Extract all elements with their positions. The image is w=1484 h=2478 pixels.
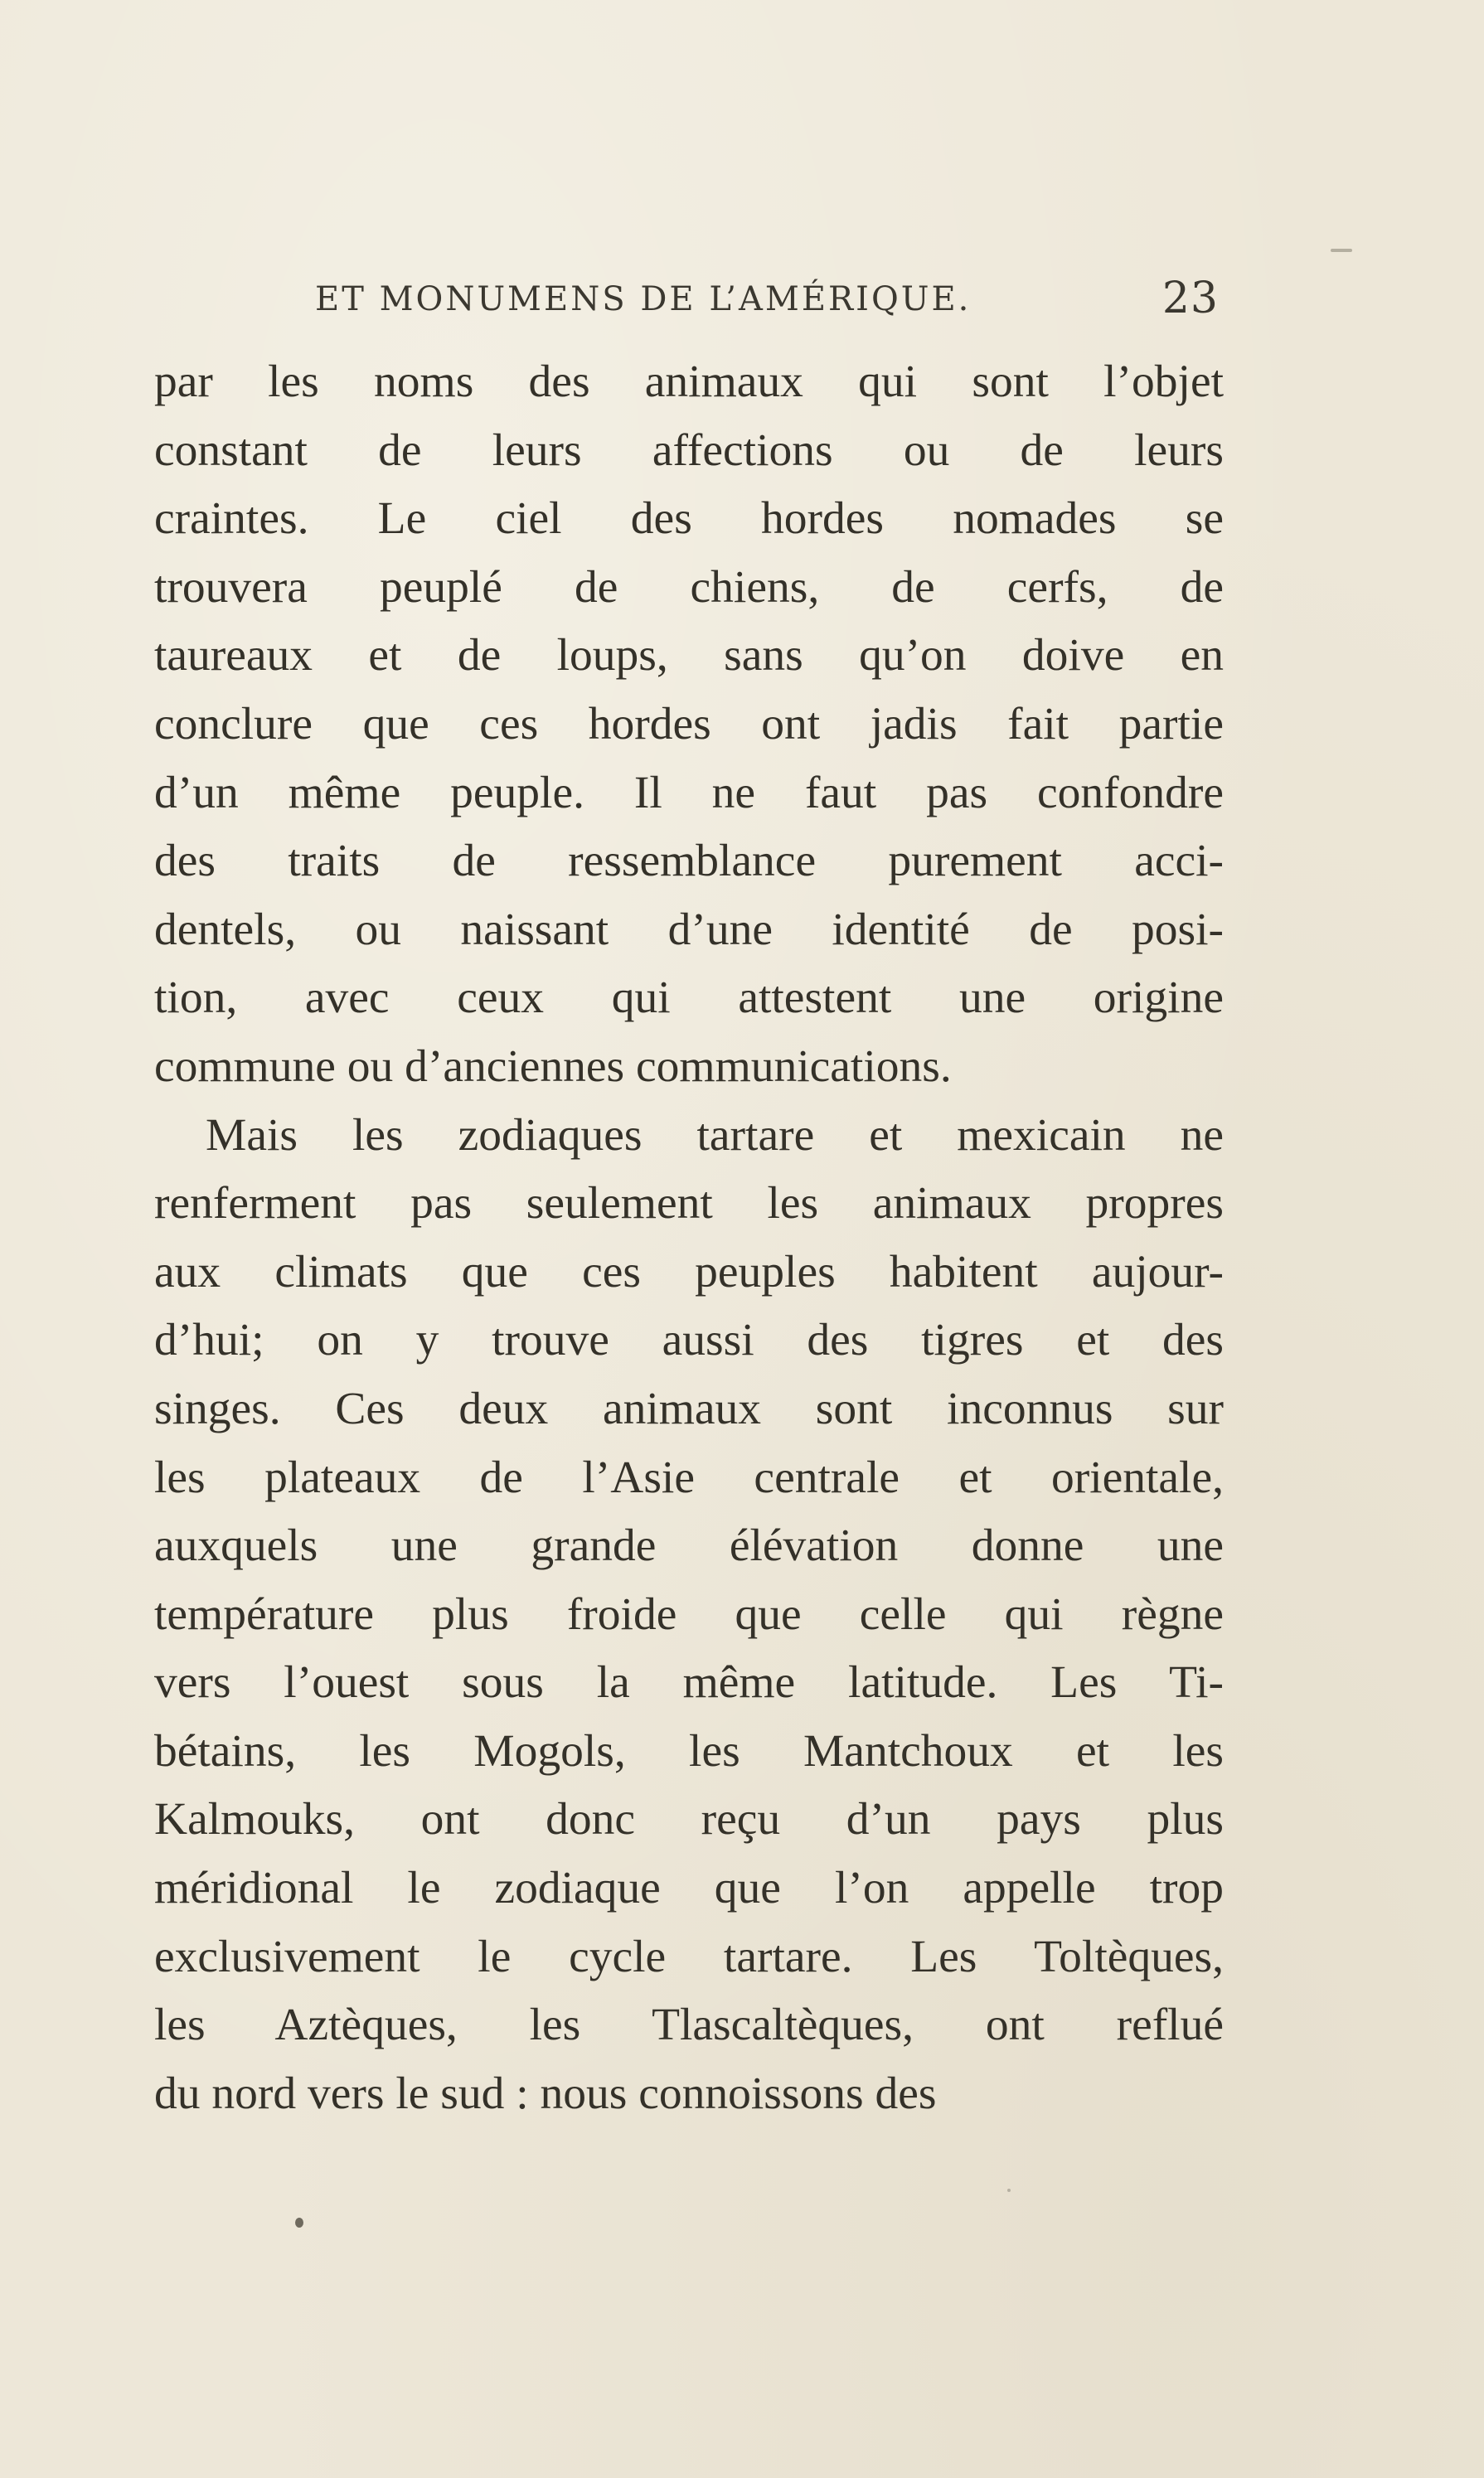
text-line: taureaux et de loups, sans qu’on doive en (154, 630, 1224, 681)
text-line: renferment pas seulement les animaux propres (154, 1178, 1224, 1229)
page-header (315, 274, 1219, 332)
text-line: constant de leurs affections ou de leurs (154, 424, 1224, 476)
text-line: singes. Ces deux animaux sont inconnus sur (154, 1383, 1224, 1434)
text-line: Mais les zodiaques tartare et mexicain ne (206, 1109, 1224, 1161)
text-line: trouvera peuplé de chiens, de cerfs, de (154, 561, 1224, 613)
text-line: exclusivement le cycle tartare. Les Toltèques, (154, 1931, 1224, 1982)
text-line: d’un même peuple. Il ne faut pas confondre (154, 767, 1224, 818)
text-line: aux climats que ces peuples habitent aujour- (154, 1246, 1224, 1297)
text-line: Kalmouks, ont donc reçu d’un pays plus (154, 1794, 1224, 1845)
paragraph-1 (154, 348, 1224, 1102)
text-line: commune ou d’anciennes communications. (154, 1040, 952, 1092)
text-line: les plateaux de l’Asie centrale et orientale, (154, 1452, 1224, 1503)
text-line: les Aztèques, les Tlascaltèques, ont reflué (154, 2000, 1224, 2051)
text-line: d’hui; on y trouve aussi des tigres et des (154, 1315, 1224, 1366)
text-line: auxquels une grande élévation donne une (154, 1520, 1224, 1572)
text-line: tion, avec ceux qui attestent une origine (154, 972, 1224, 1024)
text-line: dentels, ou naissant d’une identité de posi- (154, 904, 1224, 955)
text-line: du nord vers le sud : nous connoissons des (154, 2068, 937, 2119)
body-text (154, 348, 1224, 2128)
text-line: vers l’ouest sous la même latitude. Les Ti- (154, 1657, 1224, 1709)
running-head: ET MONUMENS DE L’AMÉRIQUE. (315, 280, 972, 318)
text-line: conclure que ces hordes ont jadis fait partie (154, 698, 1224, 749)
text-line: température plus froide que celle qui règne (154, 1588, 1224, 1640)
text-line: bétains, les Mogols, les Mantchoux et les (154, 1725, 1224, 1777)
page-number: 23 (1161, 274, 1219, 323)
text-line: craintes. Le ciel des hordes nomades se (154, 493, 1224, 545)
paper-speck (1007, 2189, 1011, 2192)
paper-speck (1331, 249, 1352, 252)
text-line: par les noms des animaux qui sont l’objet (154, 356, 1224, 407)
paper-speck (295, 2218, 303, 2228)
text-line: méridional le zodiaque que l’on appelle trop (154, 1863, 1224, 1914)
text-line: des traits de ressemblance purement acci- (154, 836, 1224, 887)
paragraph-2 (154, 1102, 1224, 2129)
